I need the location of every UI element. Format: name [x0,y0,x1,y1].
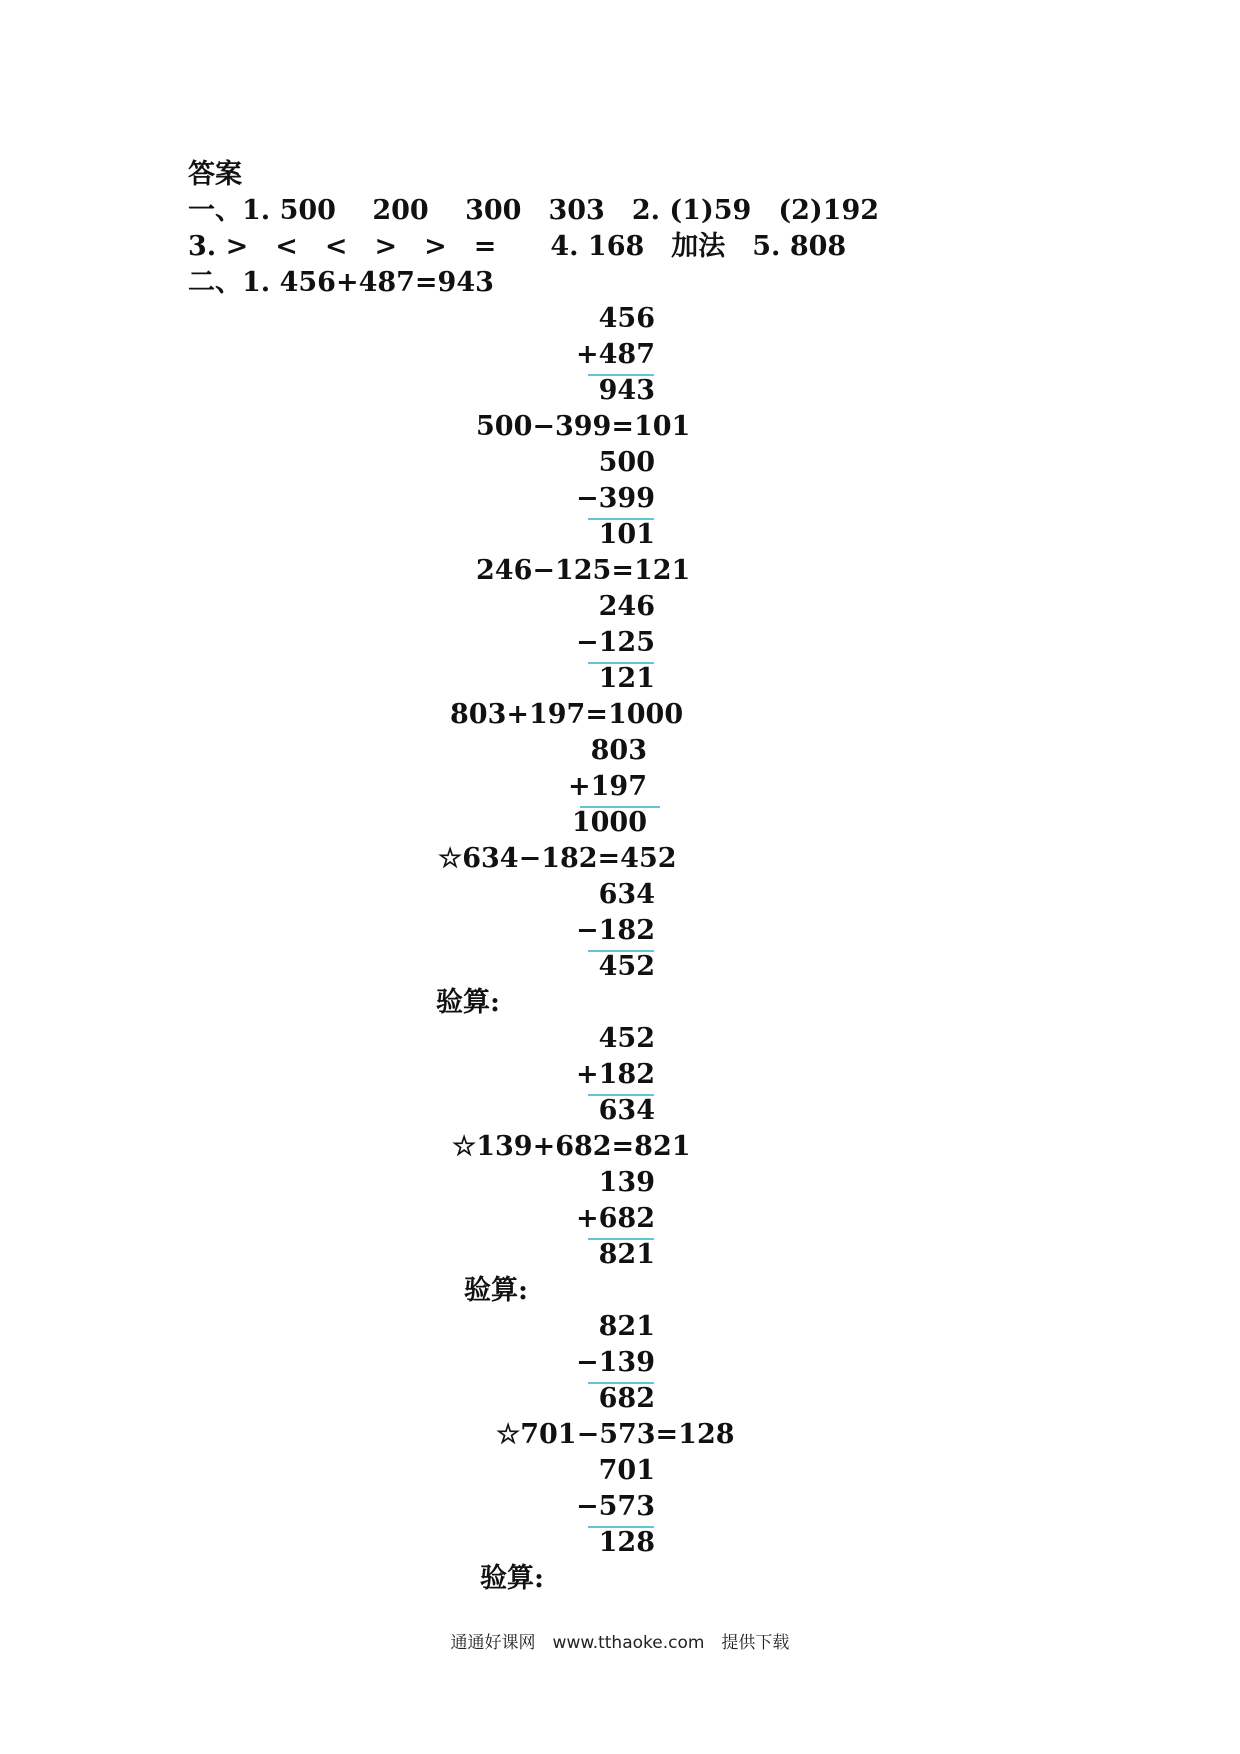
check-label: 验算: [464,1275,528,1306]
calc-operand: +197 [568,771,647,802]
calc-result: 821 [598,1239,655,1270]
equation: 246−125=121 [476,555,691,586]
calc-operand: −573 [576,1491,655,1522]
calc-result: 121 [598,663,655,694]
calc-result: 452 [598,951,655,982]
check-operand: −139 [576,1347,655,1378]
section1-line1: 一、1. 500 200 300 303 2. (1)59 (2)192 [188,195,880,226]
check-label: 验算: [436,987,500,1018]
check-result: 682 [598,1383,655,1414]
check-top: 821 [598,1311,655,1342]
equation: ☆634−182=452 [438,843,677,874]
calc-result: 943 [598,375,655,406]
calc-operand: −125 [576,627,655,658]
calc-operand: +682 [576,1203,655,1234]
check-top: 452 [598,1023,655,1054]
calc-result: 101 [598,519,655,550]
calc-result: 1000 [571,807,647,838]
check-label: 验算: [480,1563,544,1594]
calc-top: 634 [598,879,655,910]
section1-line2: 3. > < < > > = 4. 168 加法 5. 808 [188,231,847,262]
calc-result: 128 [598,1527,655,1558]
calc-operand: −182 [576,915,655,946]
equation: 803+197=1000 [450,699,684,730]
section2-line: 二、1. 456+487=943 [188,267,494,298]
calc-top: 701 [598,1455,655,1486]
check-operand: +182 [576,1059,655,1090]
calc-operand: −399 [576,483,655,514]
page-footer: 通通好课网 www.tthaoke.com 提供下载 [450,1633,790,1653]
answer-title: 答案 [188,159,242,190]
calc-top: 803 [590,735,647,766]
calc-top: 246 [598,591,655,622]
equation: ☆701−573=128 [496,1419,735,1450]
check-result: 634 [598,1095,655,1126]
calc-top: 456 [598,303,655,334]
calc-top: 139 [598,1167,655,1198]
equation: ☆139+682=821 [452,1131,691,1162]
calc-top: 500 [598,447,655,478]
calc-operand: +487 [576,339,655,370]
equation: 500−399=101 [476,411,691,442]
